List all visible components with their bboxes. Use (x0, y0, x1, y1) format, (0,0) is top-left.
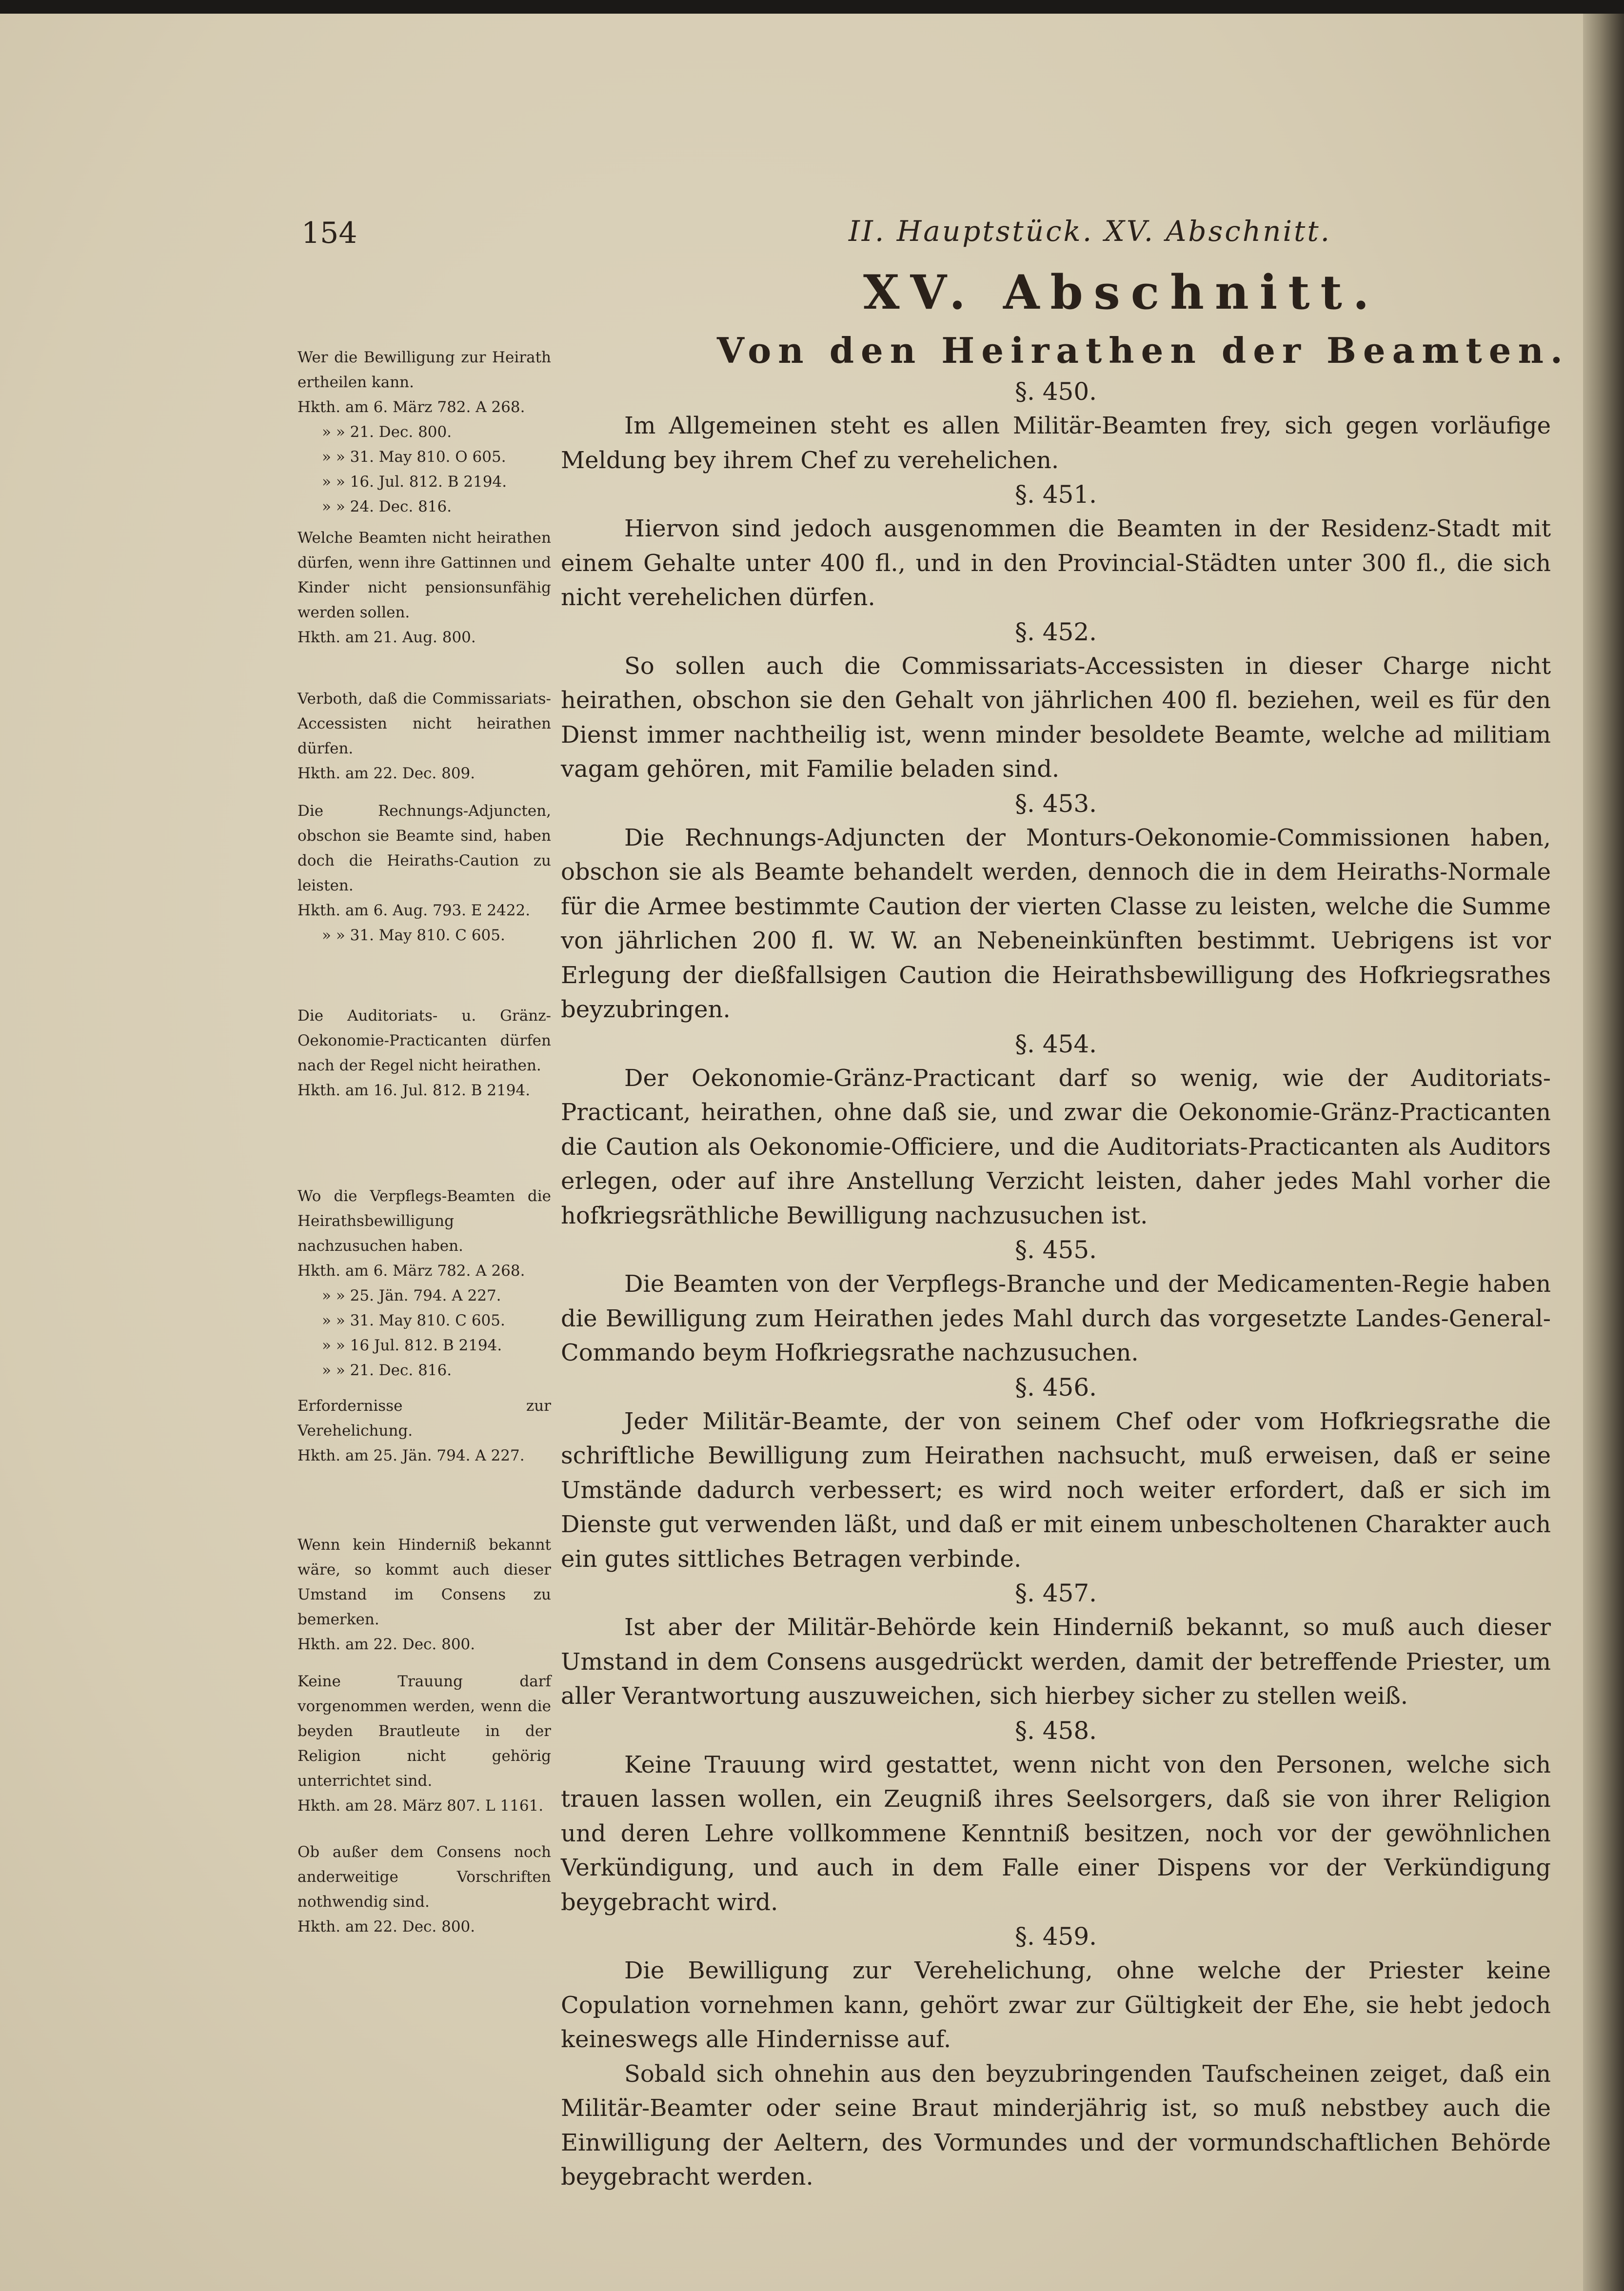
book-page (0, 14, 1583, 2291)
running-head: II. Hauptstück. XV. Abschnitt. (849, 215, 1332, 248)
paragraph-number: §. 452. (1014, 617, 1097, 646)
paragraph-number: §. 454. (1014, 1029, 1097, 1058)
margin-note-reference: Hkth. am 22. Dec. 809. (297, 765, 475, 782)
margin-note-reference: Hkth. am 16. Jul. 812. B 2194. (297, 1082, 531, 1099)
page-edge (1583, 14, 1624, 2291)
paragraph-number: §. 456. (1014, 1373, 1097, 1402)
paragraph-text: Im Allgemeinen steht es allen Militär-Beamten frey, sich gegen vorläufige Meldung bey ihrem Chef zu verehelichen. (561, 412, 1551, 474)
margin-note-reference: Hkth. am 6. März 782. A 268. (297, 1262, 525, 1280)
margin-note-text: Welche Beamten nicht heirathen dürfen, wenn ihre Gattinnen und Kinder nicht pensionsunfähig werden sollen. (297, 529, 551, 621)
paragraph-text: Ist aber der Militär-Behörde kein Hinderniß bekannt, so muß auch dieser Umstand in dem Consens ausgedrückt werden, damit der betreffende Priester, um aller Verantwortung auszuweichen, sich hierbey sicher zu stellen weiß. (561, 1614, 1551, 1710)
margin-note-text: Wo die Verpflegs-Beamten die Heirathsbewilligung nachzusuchen haben. (297, 1187, 551, 1255)
paragraph-number: §. 459. (1014, 1922, 1097, 1951)
paragraph-number: §. 455. (1014, 1236, 1097, 1264)
margin-note-reference: » » 31. May 810. C 605. (322, 1312, 505, 1329)
margin-note (297, 1394, 551, 1468)
margin-note-reference: » » 16. Jul. 812. B 2194. (322, 473, 507, 491)
paragraph-text: Die Beamten von der Verpflegs-Branche und der Medicamenten-Regie haben die Bewilligung zum Heirathen jedes Mahl durch das vorgesetzte Landes-General-Commando beym Hofkriegsrathe nachzusuchen. (561, 1270, 1551, 1366)
paragraph-number: §. 451. (1014, 480, 1097, 509)
margin-note-reference: » » 24. Dec. 816. (322, 498, 452, 515)
page-number: 154 (301, 216, 357, 250)
paragraph-459 (561, 1919, 1551, 2194)
section-subtitle: Von den Heirathen der Beamten. (717, 330, 1569, 371)
margin-note (297, 1840, 551, 1939)
margin-note-reference: Hkth. am 6. Aug. 793. E 2422. (297, 902, 531, 919)
margin-note-reference: » » 21. Dec. 800. (322, 423, 452, 441)
paragraph-458 (561, 1714, 1551, 1920)
paragraph-452 (561, 615, 1551, 787)
paragraph-text: So sollen auch die Commissariats-Accessisten in dieser Charge nicht heirathen, obschon sie den Gehalt von jährlichen 400 fl. beziehen, weil es für den Dienst immer nachtheilig ist, wenn minder besoldete Beamte, welche ad militiam vagam gehören, mit Familie beladen sind. (561, 652, 1551, 783)
margin-note-reference: » » 21. Dec. 816. (322, 1362, 452, 1379)
paragraph-text: Keine Trauung wird gestattet, wenn nicht von den Personen, welche sich trauen lassen wollen, ein Zeugniß ihres Seelsorgers, daß sie von ihrer Religion und deren Lehre vollkommene Kenntniß besitzen, noch vor der gewöhnlichen Verkündigung, und auch in dem Falle einer Dispens vor der Verkündigung beygebracht wird. (561, 1751, 1551, 1916)
paragraph-text: Die Bewilligung zur Verehelichung, ohne welche der Priester keine Copulation vornehmen kann, gehört zwar zur Gültigkeit der Ehe, sie hebt jedoch keineswegs alle Hindernisse auf. (561, 1957, 1551, 2053)
margin-note-text: Verboth, daß die Commissariats-Accessisten nicht heirathen dürfen. (297, 690, 551, 757)
margin-note (297, 345, 551, 519)
paragraph-454 (561, 1027, 1551, 1233)
paragraph-number: §. 453. (1014, 789, 1097, 818)
margin-note (297, 526, 551, 650)
margin-note (297, 799, 551, 948)
paragraph-number: §. 450. (1014, 377, 1097, 406)
paragraph-text: Jeder Militär-Beamte, der von seinem Chef oder vom Hofkriegsrathe die schriftliche Bewilligung zum Heirathen nachsucht, muß erweisen, daß er seine Umstände dadurch verbessert; es wird noch weiter erfordert, daß er sich im Dienste gut verwenden läßt, und daß er mit einem unbescholtenen Charakter auch ein gutes sittliches Betragen verbinde. (561, 1407, 1551, 1573)
margin-note-text: Keine Trauung darf vorgenommen werden, wenn die beyden Brautleute in der Religion nicht gehörig unterrichtet sind. (297, 1673, 551, 1790)
margin-note-text: Ob außer dem Consens noch anderweitige Vorschriften nothwendig sind. (297, 1843, 551, 1911)
margin-note (297, 1669, 551, 1818)
margin-note-reference: » » 31. May 810. C 605. (322, 927, 505, 944)
main-text (561, 375, 1551, 2194)
paragraph-455 (561, 1233, 1551, 1370)
margin-note-text: Die Auditoriats- u. Gränz-Oekonomie-Practicanten dürfen nach der Regel nicht heirathen. (297, 1007, 551, 1074)
margin-note-reference: » » 25. Jän. 794. A 227. (322, 1287, 501, 1304)
margin-note-reference: Hkth. am 22. Dec. 800. (297, 1636, 475, 1653)
paragraph-text: Die Rechnungs-Adjuncten der Monturs-Oekonomie-Commissionen haben, obschon sie als Beamte behandelt werden, dennoch die in dem Heiraths-Normale für die Armee bestimmte Caution der vierten Classe zu leisten, welche die Summe von jährlichen 200 fl. W. W. an Nebeneinkünften bestimmt. Uebrigens ist vor Erlegung der dießfallsigen Caution die Heirathsbewilligung des Hofkriegsrathes beyzubringen. (561, 824, 1551, 1023)
paragraph-text: Der Oekonomie-Gränz-Practicant darf so wenig, wie der Auditoriats-Practicant, heirathen, ohne daß sie, und zwar die Oekonomie-Gränz-Practicanten die Caution als Oekonomie-Officiere, und die Auditoriats-Practicanten als Auditors erlegen, oder auf ihre Anstellung Verzicht leisten, daher jedes Mahl vorher die hofkriegsräthliche Bewilligung nachzusuchen ist. (561, 1064, 1551, 1229)
margin-note-reference: Hkth. am 6. März 782. A 268. (297, 398, 525, 416)
margin-note (297, 1533, 551, 1657)
margin-note-reference: » » 31. May 810. O 605. (322, 448, 506, 466)
paragraph-453 (561, 787, 1551, 1027)
margin-note-text: Wer die Bewilligung zur Heirath ertheilen kann. (297, 349, 551, 391)
margin-note-reference: Hkth. am 25. Jän. 794. A 227. (297, 1447, 525, 1464)
section-title: XV. Abschnitt. (863, 265, 1380, 320)
paragraph-456 (561, 1370, 1551, 1577)
margin-note (297, 1004, 551, 1103)
paragraph-457 (561, 1576, 1551, 1714)
margin-note-text: Wenn kein Hinderniß bekannt wäre, so kommt auch dieser Umstand im Consens zu bemerken. (297, 1536, 551, 1628)
margin-note-reference: » » 16 Jul. 812. B 2194. (322, 1337, 502, 1354)
margin-note-text: Erfordernisse zur Verehelichung. (297, 1397, 551, 1440)
margin-note-reference: Hkth. am 22. Dec. 800. (297, 1918, 475, 1936)
margin-note-reference: Hkth. am 21. Aug. 800. (297, 629, 476, 646)
paragraph-number: §. 458. (1014, 1716, 1097, 1745)
margin-note (297, 687, 551, 786)
paragraph-450 (561, 375, 1551, 477)
margin-note-reference: Hkth. am 28. März 807. L 1161. (297, 1797, 544, 1815)
paragraph-451 (561, 477, 1551, 615)
margin-note-text: Die Rechnungs-Adjuncten, obschon sie Beamte sind, haben doch die Heiraths-Caution zu leisten. (297, 802, 551, 894)
margin-note (297, 1184, 551, 1383)
paragraph-number: §. 457. (1014, 1579, 1097, 1607)
paragraph-text: Sobald sich ohnehin aus den beyzubringenden Taufscheinen zeiget, daß ein Militär-Beamter oder seine Braut minderjährig ist, so muß nebstbey auch die Einwilligung der Aeltern, des Vormundes und der vormundschaftlichen Behörde beygebracht werden. (561, 2060, 1551, 2191)
paragraph-text: Hiervon sind jedoch ausgenommen die Beamten in der Residenz-Stadt mit einem Gehalte unter 400 fl., und in den Provincial-Städten unter 300 fl., die sich nicht verehelichen dürfen. (561, 515, 1551, 611)
